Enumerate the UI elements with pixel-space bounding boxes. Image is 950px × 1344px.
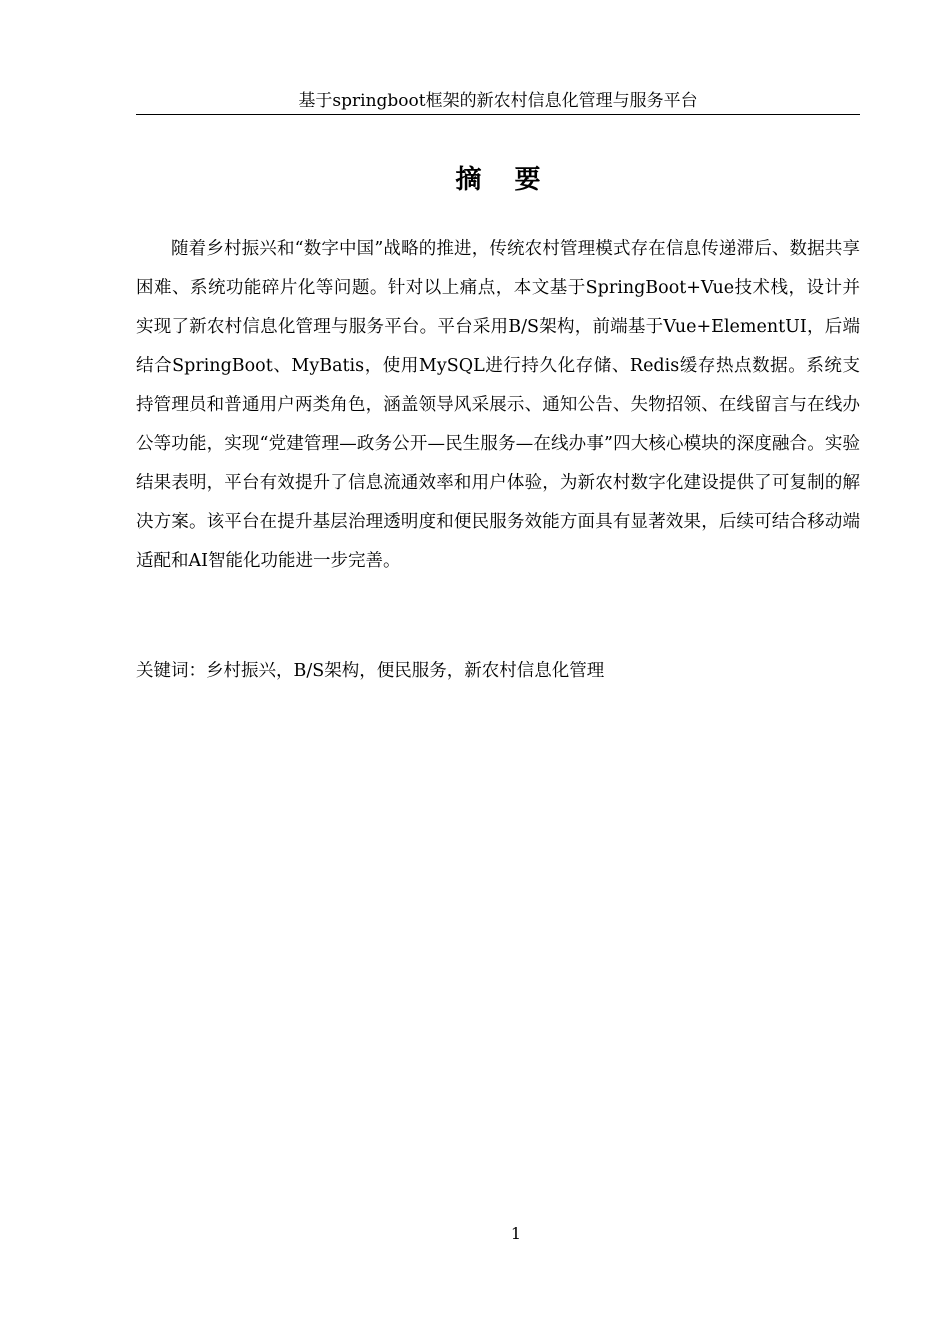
running-header: 基于springboot框架的新农村信息化管理与服务平台: [136, 88, 860, 115]
page-number: 1: [510, 1224, 522, 1243]
keywords-line: 关键词：乡村振兴，B/S架构，便民服务，新农村信息化管理: [136, 661, 605, 681]
abstract-title: 摘 要: [455, 165, 553, 195]
abstract-body: 随着乡村振兴和“数字中国”战略的推进，传统农村管理模式存在信息传递滞后、数据共享困难、系统功能碎片化等问题。针对以上痛点，本文基于SpringBoot+Vue技术栈，设计并实现了新农村信息化管理与服务平台。平台采用B/S架构，前端基于Vue+ElementUI，后端结合SpringBoot、MyBatis，使用MySQL进行持久化存储、Redis缓存热点数据。系统支持管理员和普通用户两类角色，涵盖领导风采展示、通知公告、失物招领、在线留言与在线办公等功能，实现“党建管理—政务公开—民生服务—在线办事”四大核心模块的深度融合。实验结果表明，平台有效提升了信息流通效率和用户体验，为新农村数字化建设提供了可复制的解决方案。该平台在提升基层治理透明度和便民服务效能方面具有显著效果，后续可结合移动端适配和AI智能化功能进一步完善。: [136, 239, 860, 571]
